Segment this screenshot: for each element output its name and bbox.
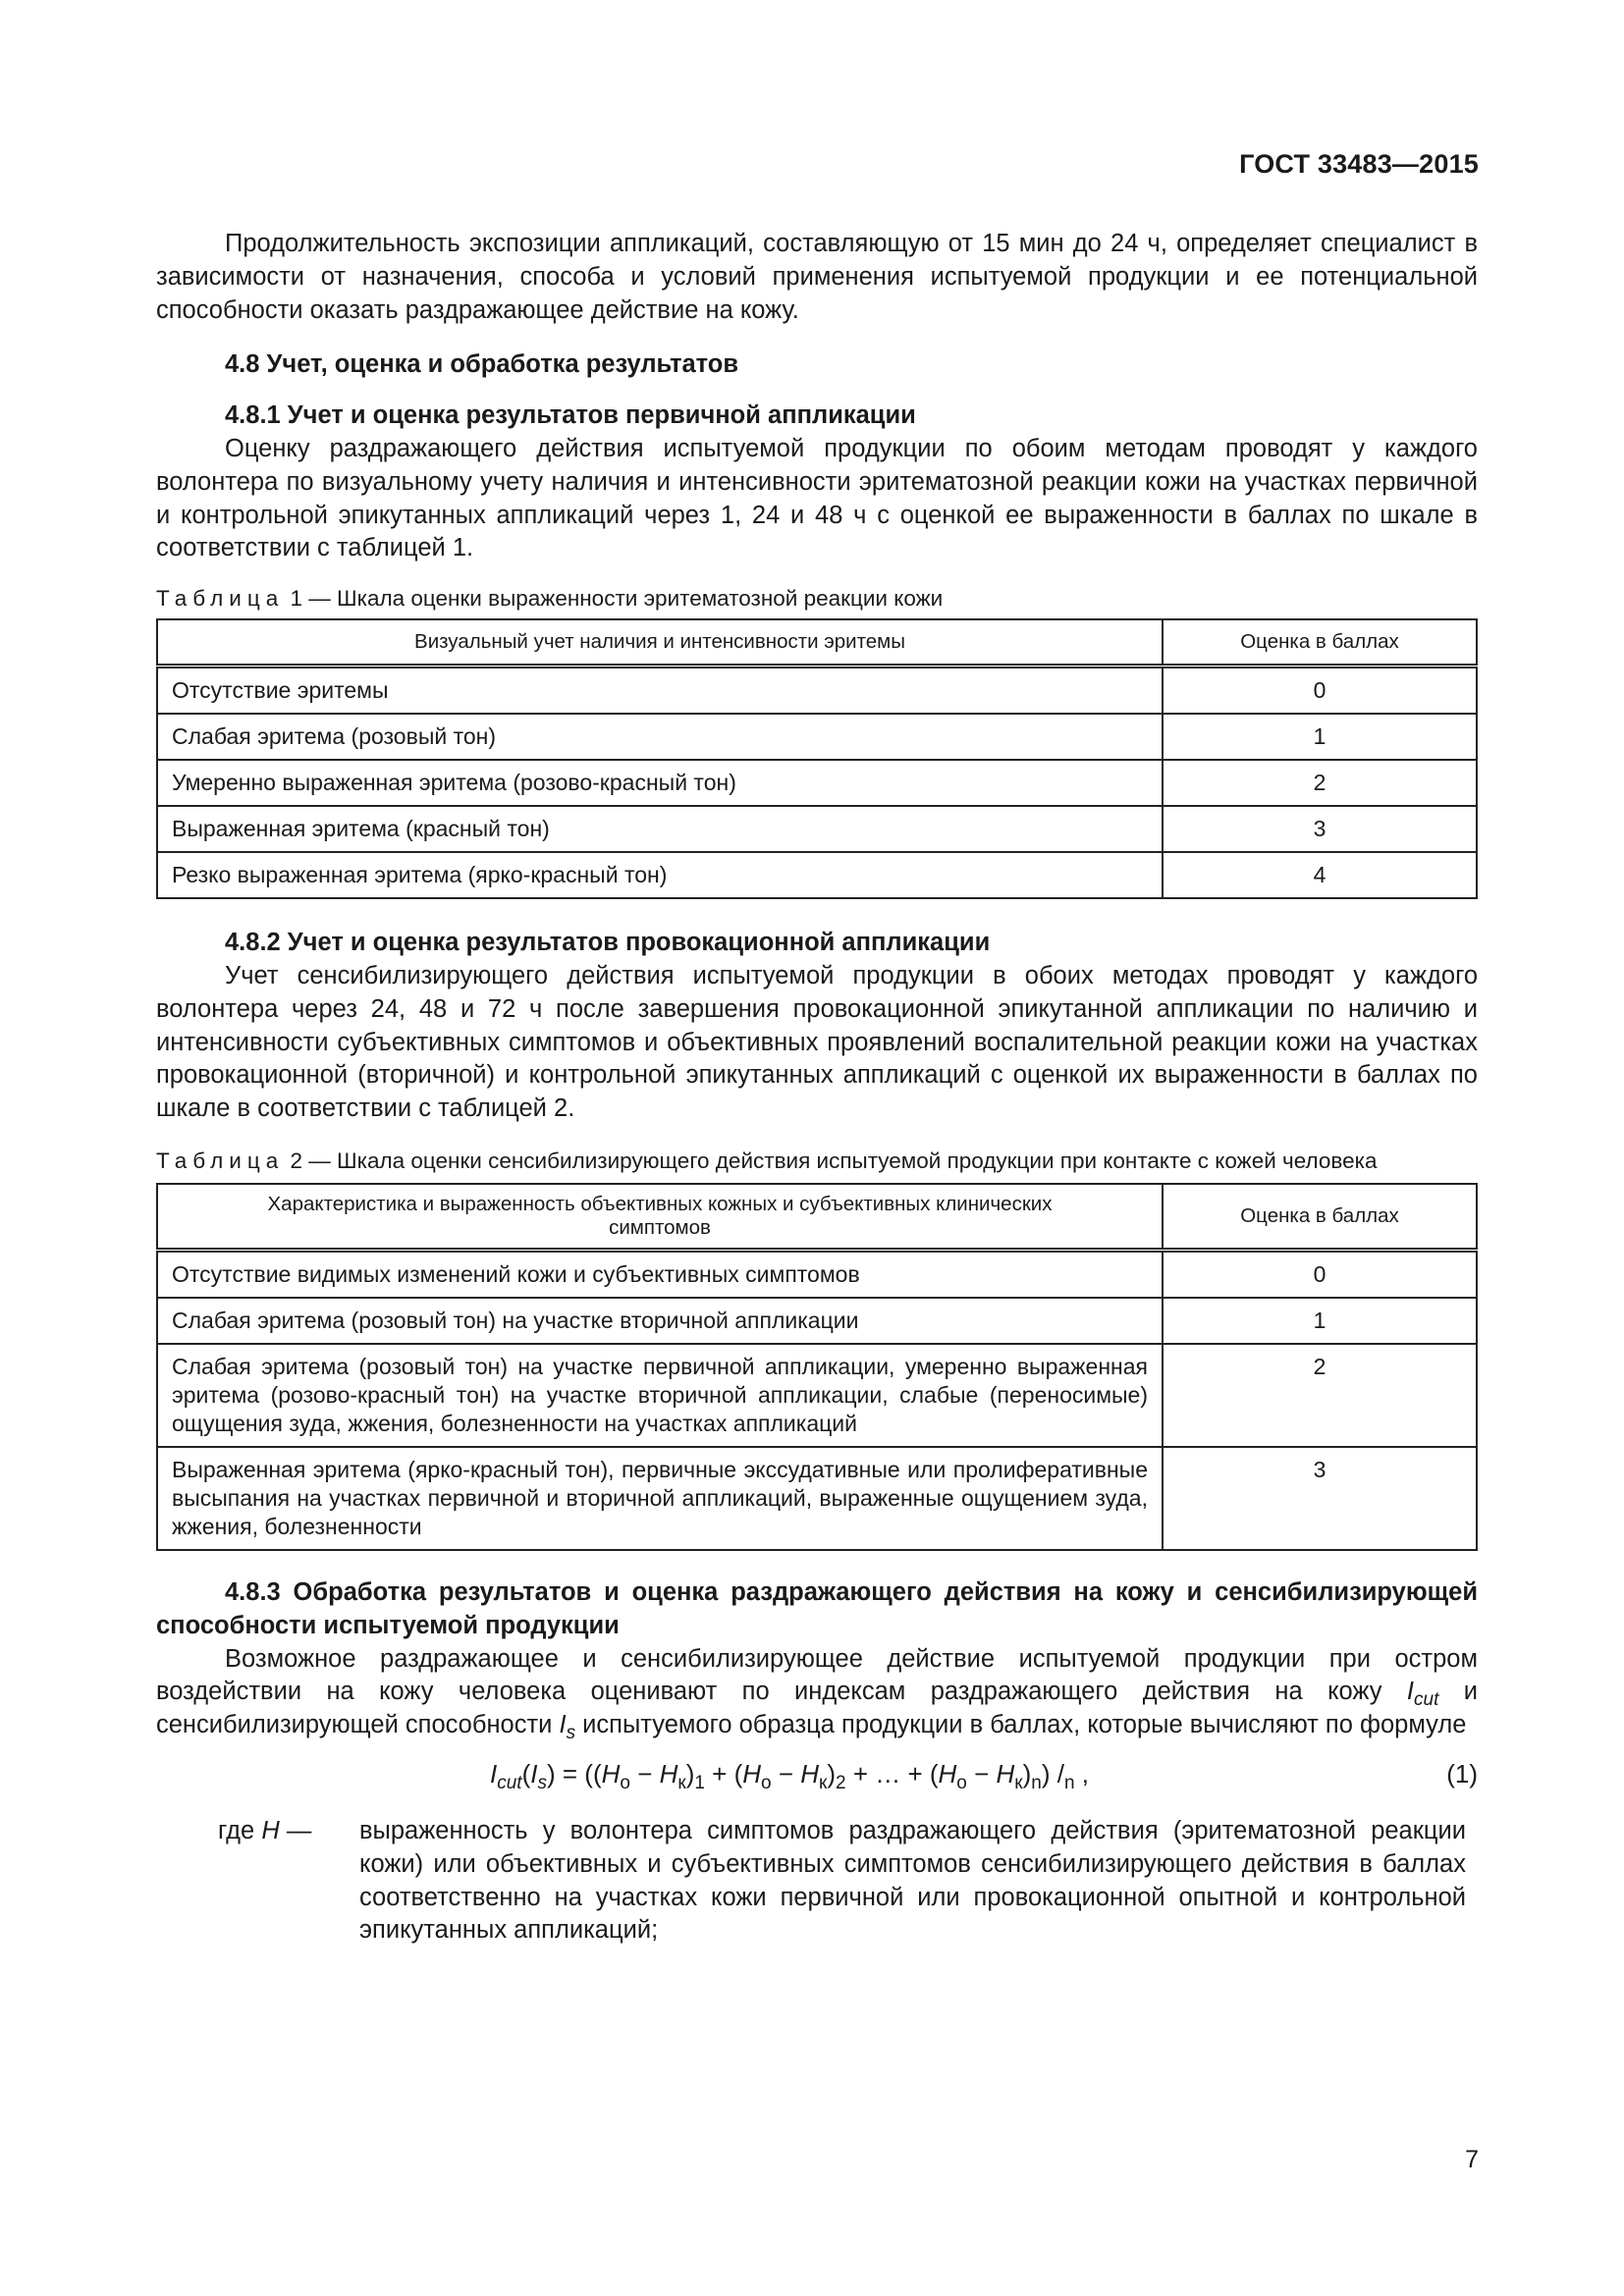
section-4-8-2-text: Учет сенсибилизирующего действия испытуемой продукции в обоих методах проводят у каждого волонтера через 24, 48 и 72 ч после завершения провокационной эпикутанной аппликации по наличию и интенсивности субъективных симптомов и объективных проявлений воспалительной реакции кожи на участках провокационной (вторичной) и контрольной эпикутанных аппликаций с оценкой их выраженности в баллах по шкале в соответствии с таблицей 2. xyxy=(156,961,1478,1123)
table1-row1-score: 0 xyxy=(1163,667,1477,715)
index-icut: I xyxy=(1406,1678,1414,1706)
page-number: 7 xyxy=(1465,2146,1479,2173)
table2-row1-desc: Отсутствие видимых изменений кожи и субъективных симптомов xyxy=(157,1250,1163,1298)
table1-row2-desc: Слабая эритема (розовый тон) xyxy=(157,714,1163,760)
section-4-8-1-title: 4.8.1 Учет и оценка результатов первичной аппликации xyxy=(225,401,916,430)
formula-expression: $I_{cut}(I_s) = ((H_о - H_к)_1 + (H_о - H_к)_2$ + … + $(H_о - H_к)_n$) $/_n$ , xyxy=(490,1758,1089,1793)
formula-number: (1) xyxy=(1446,1758,1478,1789)
table2-caption-text: 2 — Шкала оценки сенсибилизирующего действия испытуемой продукции при контакте с кожей человека xyxy=(284,1148,1378,1173)
table2-header-desc: Характеристика и выраженность объективных кожных и субъективных клинических симптомов xyxy=(157,1184,1163,1251)
table2-row3-score: 2 xyxy=(1163,1344,1477,1447)
table2 xyxy=(156,1183,1478,1551)
table2-caption-label: Таблица xyxy=(156,1148,285,1173)
table2-header-score: Оценка в баллах xyxy=(1163,1184,1477,1251)
index-is-subscript: s xyxy=(566,1723,576,1744)
table1-row4-score: 3 xyxy=(1163,806,1477,852)
where-definition xyxy=(156,1815,1478,1948)
intro-paragraph: Продолжительность экспозиции аппликаций, составляющую от 15 мин до 24 ч, определяет специалист в зависимости от назначения, способа и условий применения испытуемой продукции и ее потенциальной способности оказать раздражающее действие на кожу. xyxy=(156,230,1478,324)
table1-row1-desc: Отсутствие эритемы xyxy=(157,667,1163,715)
table2-caption xyxy=(156,1148,1478,1175)
table1-row3-desc: Умеренно выраженная эритема (розово-красный тон) xyxy=(157,760,1163,806)
section-4-8-title: 4.8 Учет, оценка и обработка результатов xyxy=(225,350,739,379)
table-row xyxy=(157,667,1477,715)
table-row xyxy=(157,1250,1477,1298)
index-icut-subscript: cut xyxy=(1414,1689,1439,1711)
table-row xyxy=(157,806,1477,852)
formula-1 xyxy=(156,1750,1478,1797)
table-row xyxy=(157,852,1477,898)
table1-header-score: Оценка в баллах xyxy=(1163,619,1477,667)
table-row xyxy=(157,760,1477,806)
section-4-8-3-title: 4.8.3 Обработка результатов и оценка раздражающего действия на кожу и сенсибилизирующей способности испытуемой продукции xyxy=(156,1577,1478,1639)
table2-header-row xyxy=(157,1184,1477,1251)
table1-caption-text: 1 — Шкала оценки выраженности эритематозной реакции кожи xyxy=(284,586,944,612)
table-row xyxy=(157,1298,1477,1344)
table1-row5-desc: Резко выраженная эритема (ярко-красный тон) xyxy=(157,852,1163,898)
section-4-8-1-text: Оценку раздражающего действия испытуемой продукции по обоим методам проводят у каждого волонтера по визуальному учету наличия и интенсивности эритематозной реакции кожи на участках первичной и контрольной эпикутанных аппликаций через 1, 24 и 48 ч с оценкой ее выраженности в баллах по шкале в соответствии с таблицей 1. xyxy=(156,434,1478,562)
section-4-8-3-text-part1: Возможное раздражающее и сенсибилизирующее действие испытуемой продукции при остром воздействии на кожу человека оценивают по индексам раздражающего действия на кожу xyxy=(156,1644,1478,1706)
index-is: I xyxy=(559,1711,567,1739)
table2-row4-score: 3 xyxy=(1163,1447,1477,1550)
table1-caption xyxy=(156,585,1478,613)
table1-row3-score: 2 xyxy=(1163,760,1477,806)
table1-header-row xyxy=(157,619,1477,667)
document-code: ГОСТ 33483—2015 xyxy=(1239,149,1479,179)
table2-row3-desc: Слабая эритема (розовый тон) на участке первичной аппликации, умеренно выраженная эритема (розово-красный тон) на участке вторичной аппликации, слабые (переносимые) ощущения зуда, жжения, болезненности на участках аппликаций xyxy=(157,1344,1163,1447)
table-row xyxy=(157,1447,1477,1550)
table-row xyxy=(157,714,1477,760)
table-row xyxy=(157,1344,1477,1447)
table2-row4-desc: Выраженная эритема (ярко-красный тон), первичные экссудативные или пролиферативные высыпания на участках первичной и вторичной аппликаций, выраженные ощущением зуда, жжения, болезненности xyxy=(157,1447,1163,1550)
table2-row2-score: 1 xyxy=(1163,1298,1477,1344)
table1-caption-label: Таблица xyxy=(156,586,285,612)
table1-row2-score: 1 xyxy=(1163,714,1477,760)
where-text: выраженность у волонтера симптомов раздражающего действия (эритематозной реакции кожи) или объективных и субъективных симптомов сенсибилизирующего действия в баллах соответственно на участках кожи первичной или провокационной опытной и контрольной эпикутанных аппликаций; xyxy=(359,1816,1466,1945)
table1-row4-desc: Выраженная эритема (красный тон) xyxy=(157,806,1163,852)
table2-row1-score: 0 xyxy=(1163,1250,1477,1298)
where-label: где H — xyxy=(218,1816,312,1844)
table1-row5-score: 4 xyxy=(1163,852,1477,898)
table1-header-desc: Визуальный учет наличия и интенсивности эритемы xyxy=(157,619,1163,667)
table1 xyxy=(156,618,1478,899)
section-4-8-2-title: 4.8.2 Учет и оценка результатов провокационной аппликации xyxy=(225,929,991,957)
document-body xyxy=(156,228,1478,1948)
section-4-8-3-text-part2: и сенсибилизирующей способности xyxy=(156,1678,1478,1739)
section-4-8-3-text-part3: испытуемого образца продукции в баллах, которые вычисляют по формуле xyxy=(575,1711,1467,1739)
section-4-8-3-text xyxy=(156,1643,1478,1742)
table2-row2-desc: Слабая эритема (розовый тон) на участке вторичной аппликации xyxy=(157,1298,1163,1344)
